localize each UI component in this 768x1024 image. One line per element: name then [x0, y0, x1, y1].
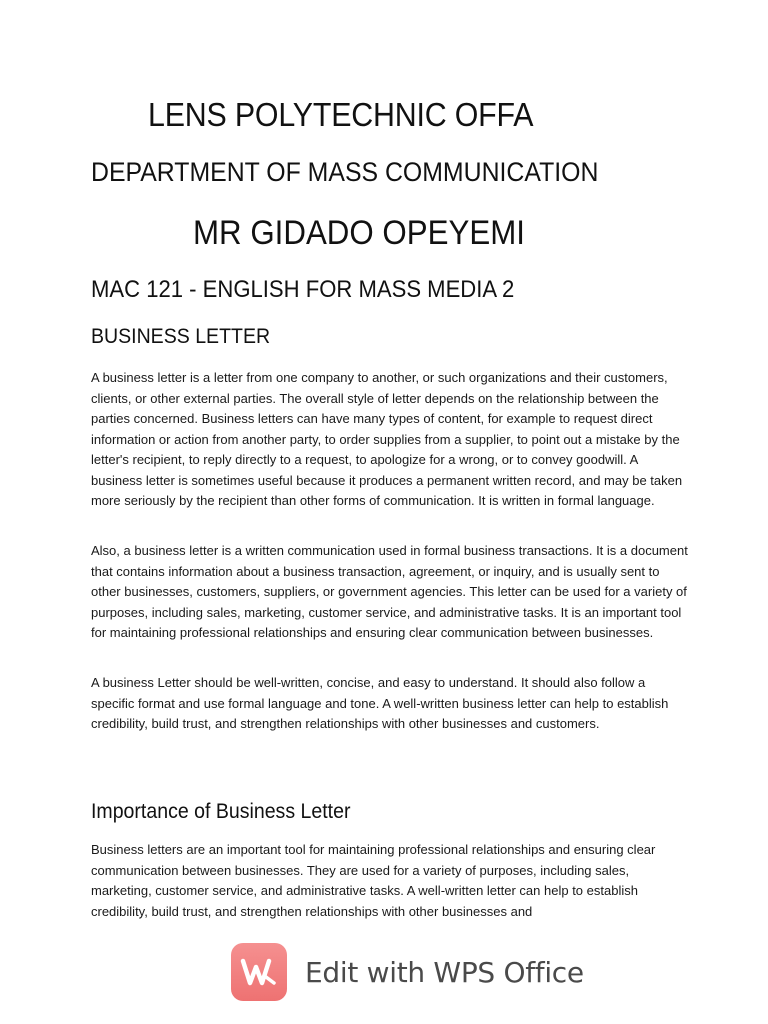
wps-label: Edit with WPS Office [305, 955, 584, 989]
department-title: DEPARTMENT OF MASS COMMUNICATION [91, 157, 599, 187]
wps-logo-icon [231, 943, 287, 1001]
paragraph: Business letters are an important tool for maintaining professional relationships and ensuring clear communication between businesses. They are used for a variety of purposes, including sales, marketing, customer service, and administrative tasks. A well-written letter can help to establish credibility, build trust, and strengthen relationships with other businesses and [91, 842, 656, 919]
section-heading-business-letter: BUSINESS LETTER [91, 325, 271, 348]
lecturer-name: MR GIDADO OPEYEMI [193, 214, 525, 252]
paragraph: A business letter is a letter from one company to another, or such organizations and their customers, clients, or other external parties. The overall style of letter depends on the relationship between the parties concerned. Business letters can have many types of content, for example to request direct information or action from another party, to order supplies from a supplier, to point out a mistake by the letter's recipient, to reply directly to a request, to apologize for a wrong, or to convey goodwill. A business letter is sometimes useful because it produces a permanent written record, and may be taken more seriously by the recipient than other forms of communication. It is written in formal language. [91, 370, 683, 508]
school-title: LENS POLYTECHNIC OFFA [148, 96, 534, 133]
paragraph: Also, a business letter is a written communication used in formal business transactions. It is a document that contains information about a business transaction, agreement, or inquiry, and is usually sent to other businesses, customers, suppliers, or government agencies. This letter can be used for a variety of purposes, including sales, marketing, customer service, and administrative tasks. It is an important tool for maintaining professional relationships and ensuring clear communication between businesses. [91, 543, 688, 640]
paragraph: A business Letter should be well-written, concise, and easy to understand. It should also follow a specific format and use formal language and tone. A well-written business letter can help to establish credibility, build trust, and strengthen relationships with other businesses and customers. [91, 675, 669, 731]
course-title: MAC 121 - ENGLISH FOR MASS MEDIA 2 [91, 276, 515, 303]
section-heading-importance: Importance of Business Letter [91, 800, 351, 823]
edit-with-wps-button[interactable] [231, 942, 584, 1002]
